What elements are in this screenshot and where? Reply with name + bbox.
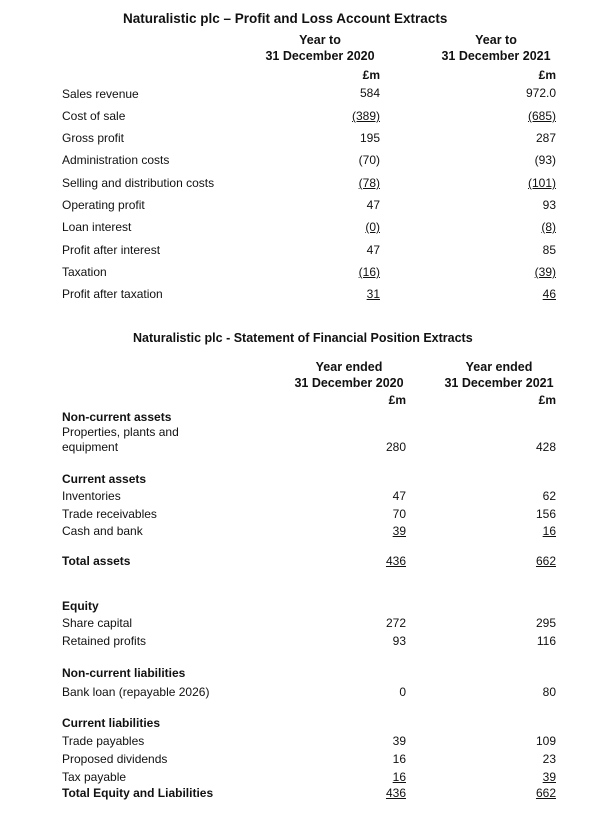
pl-row-value-2021: 93	[542, 198, 556, 212]
current-asset-value-2020: 70	[392, 507, 406, 521]
current-liability-value-2020: 16	[392, 770, 406, 784]
current-liability-value-2021: 109	[535, 734, 556, 748]
current-liability-value-2020: 16	[392, 752, 406, 766]
current-liability-value-2021: 23	[542, 752, 556, 766]
pl-row-value-2020: 31	[366, 287, 380, 301]
pl-row-label: Gross profit	[62, 131, 125, 145]
total-equity-liabilities-value-2021: 662	[535, 786, 556, 800]
sfp-col1-header	[276, 359, 422, 391]
pl-row-value-2020: (78)	[358, 176, 380, 190]
current-liability-label: Tax payable	[62, 770, 127, 784]
sfp-col2-line2: 31 December 2021	[444, 376, 554, 390]
pl-row-value-2021: 85	[542, 243, 556, 257]
total-assets-label: Total assets	[62, 554, 131, 568]
current-asset-label: Trade receivables	[62, 507, 157, 521]
current-asset-value-2021: 156	[535, 507, 556, 521]
pl-row-value-2020: 584	[359, 86, 380, 100]
pl-row-label: Operating profit	[62, 198, 145, 212]
total-equity-liabilities-label: Total Equity and Liabilities	[62, 786, 214, 800]
pl-col2-line1: Year to	[475, 33, 517, 47]
pl-row-label: Sales revenue	[62, 87, 139, 101]
equity-value-2021: 116	[536, 634, 556, 648]
pl-col1-line2: 31 December 2020	[265, 49, 375, 63]
pl-row-value-2020: (70)	[358, 153, 380, 167]
sfp-col1-unit: £m	[388, 393, 406, 407]
pl-col2-unit: £m	[538, 68, 556, 82]
ppe-label-line1: Properties, plants and	[62, 425, 179, 439]
pl-row-label: Taxation	[62, 265, 107, 279]
pl-row-value-2020: 47	[366, 243, 380, 257]
pl-row-value-2020: 195	[359, 131, 380, 145]
pl-row-label: Profit after taxation	[62, 287, 163, 301]
equity-value-2020: 272	[385, 616, 406, 630]
current-liabilities-heading: Current liabilities	[62, 716, 161, 730]
current-liability-label: Proposed dividends	[62, 752, 168, 766]
pl-row-label: Selling and distribution costs	[62, 176, 215, 190]
current-asset-value-2021: 62	[542, 489, 556, 503]
sfp-title: Naturalistic plc - Statement of Financial Position Extracts	[133, 331, 473, 345]
pl-row-label: Profit after interest	[62, 243, 161, 257]
sfp-col2-line1: Year ended	[465, 360, 533, 374]
pl-title: Naturalistic plc – Profit and Loss Account Extracts	[123, 11, 448, 26]
pl-row-label: Loan interest	[62, 220, 132, 234]
pl-row-value-2021: 287	[535, 131, 556, 145]
ppe-value-2021: 428	[535, 440, 556, 454]
non-current-liability-label: Bank loan (repayable 2026)	[62, 685, 210, 699]
equity-value-2020: 93	[392, 634, 406, 648]
equity-value-2021: 295	[535, 616, 556, 630]
current-liability-label: Trade payables	[62, 734, 145, 748]
total-equity-liabilities-value-2020: 436	[385, 786, 406, 800]
current-asset-value-2021: 16	[542, 524, 556, 538]
pl-col1-header	[250, 32, 390, 64]
current-asset-value-2020: 47	[392, 489, 406, 503]
pl-row-value-2021: 46	[542, 287, 556, 301]
pl-row-value-2021: (101)	[527, 176, 556, 190]
sfp-col2-unit: £m	[538, 393, 556, 407]
pl-col1-unit: £m	[362, 68, 380, 82]
non-current-liability-value-2020: 0	[399, 685, 406, 699]
equity-label: Share capital	[62, 616, 133, 630]
pl-row-value-2021: (685)	[527, 109, 556, 123]
non-current-liability-value-2021: 80	[542, 685, 556, 699]
pl-row-value-2020: 47	[366, 198, 380, 212]
total-assets-value-2021: 662	[535, 554, 556, 568]
pl-row-label: Cost of sale	[62, 109, 126, 123]
pl-col2-line2: 31 December 2021	[441, 49, 551, 63]
pl-row-value-2020: (0)	[365, 220, 380, 234]
ppe-value-2020: 280	[385, 440, 406, 454]
current-liability-value-2020: 39	[392, 734, 406, 748]
sfp-col1-line2: 31 December 2020	[294, 376, 404, 390]
sfp-col2-header	[426, 359, 572, 391]
equity-heading: Equity	[62, 599, 99, 613]
pl-row-value-2020: (16)	[358, 265, 380, 279]
pl-col1-line1: Year to	[299, 33, 341, 47]
equity-label: Retained profits	[62, 634, 147, 648]
pl-row-value-2021: (39)	[534, 265, 556, 279]
pl-row-value-2021: (93)	[534, 153, 556, 167]
non-current-assets-heading: Non-current assets	[62, 410, 172, 424]
current-asset-label: Cash and bank	[62, 524, 143, 538]
pl-row-value-2021: (8)	[541, 220, 556, 234]
pl-row-label: Administration costs	[62, 153, 170, 167]
ppe-label-line2: equipment	[62, 440, 119, 454]
pl-col2-header	[424, 32, 568, 64]
current-asset-value-2020: 39	[392, 524, 406, 538]
pl-row-value-2020: (389)	[351, 109, 380, 123]
current-liability-value-2021: 39	[542, 770, 556, 784]
total-assets-value-2020: 436	[385, 554, 406, 568]
current-asset-label: Inventories	[62, 489, 121, 503]
non-current-liabilities-heading: Non-current liabilities	[62, 666, 186, 680]
current-assets-heading: Current assets	[62, 472, 147, 486]
sfp-col1-line1: Year ended	[315, 360, 383, 374]
pl-row-value-2021: 972.0	[525, 86, 556, 100]
